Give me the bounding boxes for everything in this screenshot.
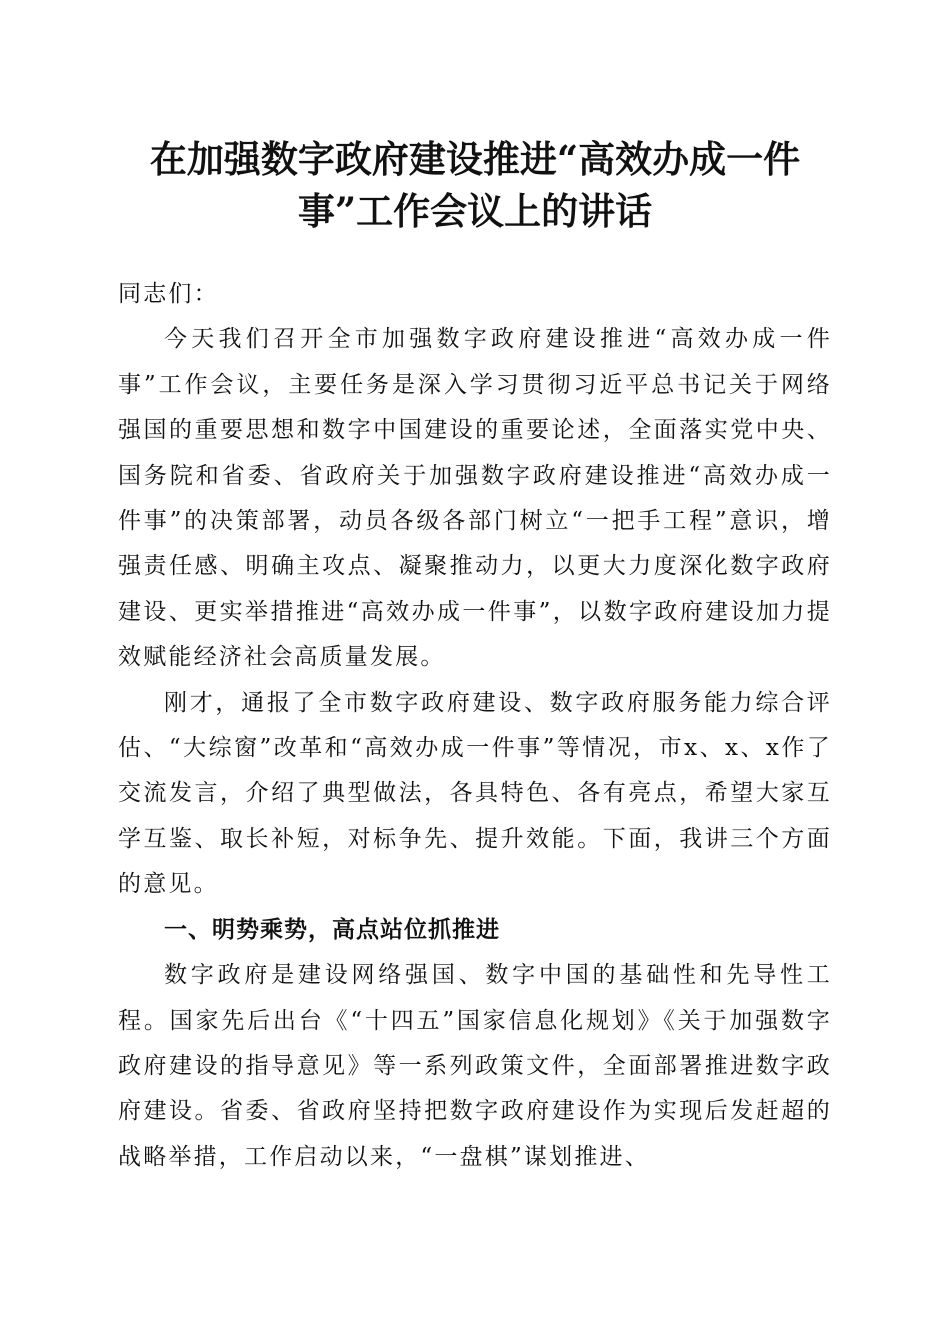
section-heading-1: 一、明势乘势，高点站位抓推进 bbox=[164, 916, 500, 943]
salutation: 同志们： bbox=[118, 281, 219, 307]
paragraph-section-1: 数字政府是建设网络强国、数字中国的基础性和先导性工程。国家先后出台《“十四五”国家信息化规划》《关于加强数字政府建设的指导意见》等一系列政策文件，全面部署推进数字政府建设。省委、省政府坚持把数字政府建设作为实现后发赶超的战略举措，工作启动以来，“一盘棋”谋划推进、 bbox=[118, 962, 832, 1170]
title-line-1: 在加强数字政府建设推进“高效办成一件 bbox=[149, 137, 801, 181]
document-title bbox=[110, 133, 840, 237]
document-body bbox=[118, 272, 832, 1180]
paragraph-summary: 刚才，通报了全市数字政府建设、数字政府服务能力综合评估、“大综窗”改革和“高效办成一件事”等情况，市x、x、x作了交流发言，介绍了典型做法，各具特色、各有亮点，希望大家互学互鉴、取长补短，对标争先、提升效能。下面，我讲三个方面的意见。 bbox=[118, 689, 832, 898]
paragraph-opening: 今天我们召开全市加强数字政府建设推进“高效办成一件事”工作会议，主要任务是深入学习贯彻习近平总书记关于网络强国的重要思想和数字中国建设的重要论述，全面落实党中央、国务院和省委、省政府关于加强数字政府建设推进“高效办成一件事”的决策部署，动员各级各部门树立“一把手工程”意识，增强责任感、明确主攻点、凝聚推动力，以更大力度深化数字政府建设、更实举措推进“高效办成一件事”，以数字政府建设加力提效赋能经济社会高质量发展。 bbox=[118, 326, 832, 671]
title-line-2: 事”工作会议上的讲话 bbox=[297, 189, 653, 233]
